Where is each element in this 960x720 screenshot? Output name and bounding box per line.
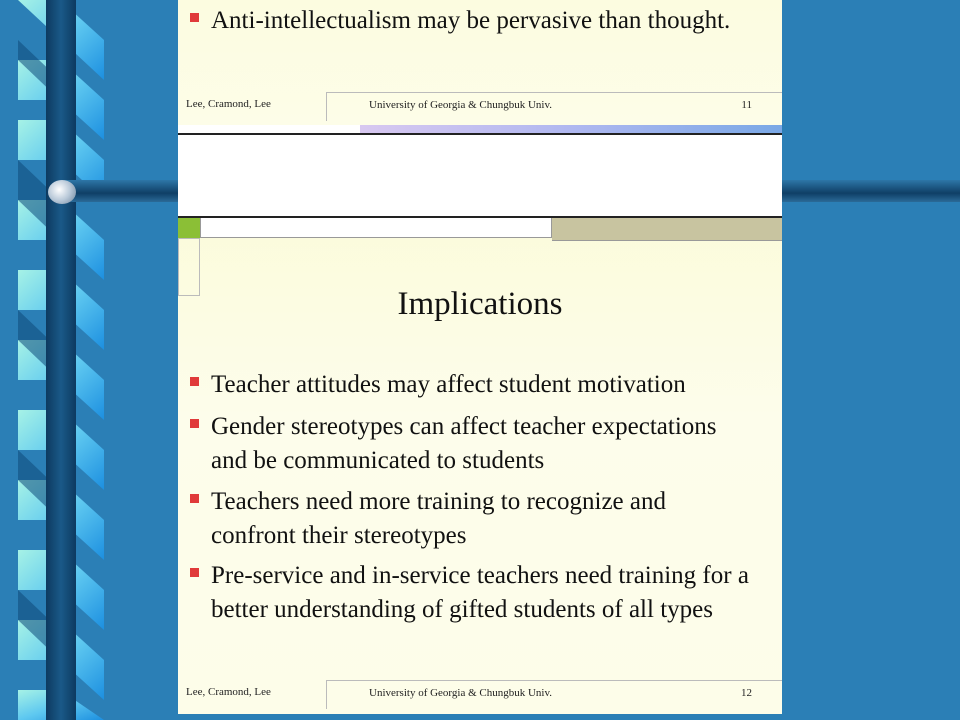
slide-12 — [178, 218, 782, 714]
bullet-marker — [190, 494, 199, 503]
slide-11-bullet: Anti-intellectualism may be pervasive than thought. — [211, 7, 731, 34]
footer-university: University of Georgia & Chungbuk Univ. — [369, 687, 553, 699]
bullet-marker — [190, 377, 199, 386]
divider-line — [178, 133, 782, 135]
slide-title: Implications — [397, 286, 563, 322]
slide-transition-band — [178, 125, 782, 218]
footer-page-number: 12 — [741, 687, 752, 699]
gradient-strip — [360, 125, 782, 133]
footer-university: University of Georgia & Chungbuk Univ. — [369, 99, 553, 111]
deco-green-block — [178, 218, 200, 238]
knob-ornament — [48, 180, 76, 204]
bullet-marker — [190, 13, 199, 22]
footer-box — [326, 92, 782, 121]
slide-11-footer — [178, 92, 782, 120]
deco-header-row — [200, 218, 552, 238]
footer-page-number: 11 — [741, 99, 752, 111]
bullet-item: Teacher attitudes may affect student motivation — [211, 371, 686, 398]
footer-author: Lee, Cramond, Lee — [186, 98, 271, 110]
bullet-marker — [190, 568, 199, 577]
bullet-item: Pre-service and in-service teachers need training for a better understanding of gifted students of all types — [211, 562, 749, 623]
deco-khaki-block — [552, 218, 782, 241]
bullet-item: Gender stereotypes can affect teacher expectations and be communicated to students — [211, 413, 717, 474]
footer-box — [326, 680, 782, 709]
footer-author: Lee, Cramond, Lee — [186, 686, 271, 698]
bullet-marker — [190, 419, 199, 428]
ribbon-pole — [46, 0, 76, 720]
slide-12-footer — [178, 680, 782, 708]
slide-11 — [178, 0, 782, 125]
bullet-item: Teachers need more training to recognize and confront their stereotypes — [211, 488, 666, 549]
